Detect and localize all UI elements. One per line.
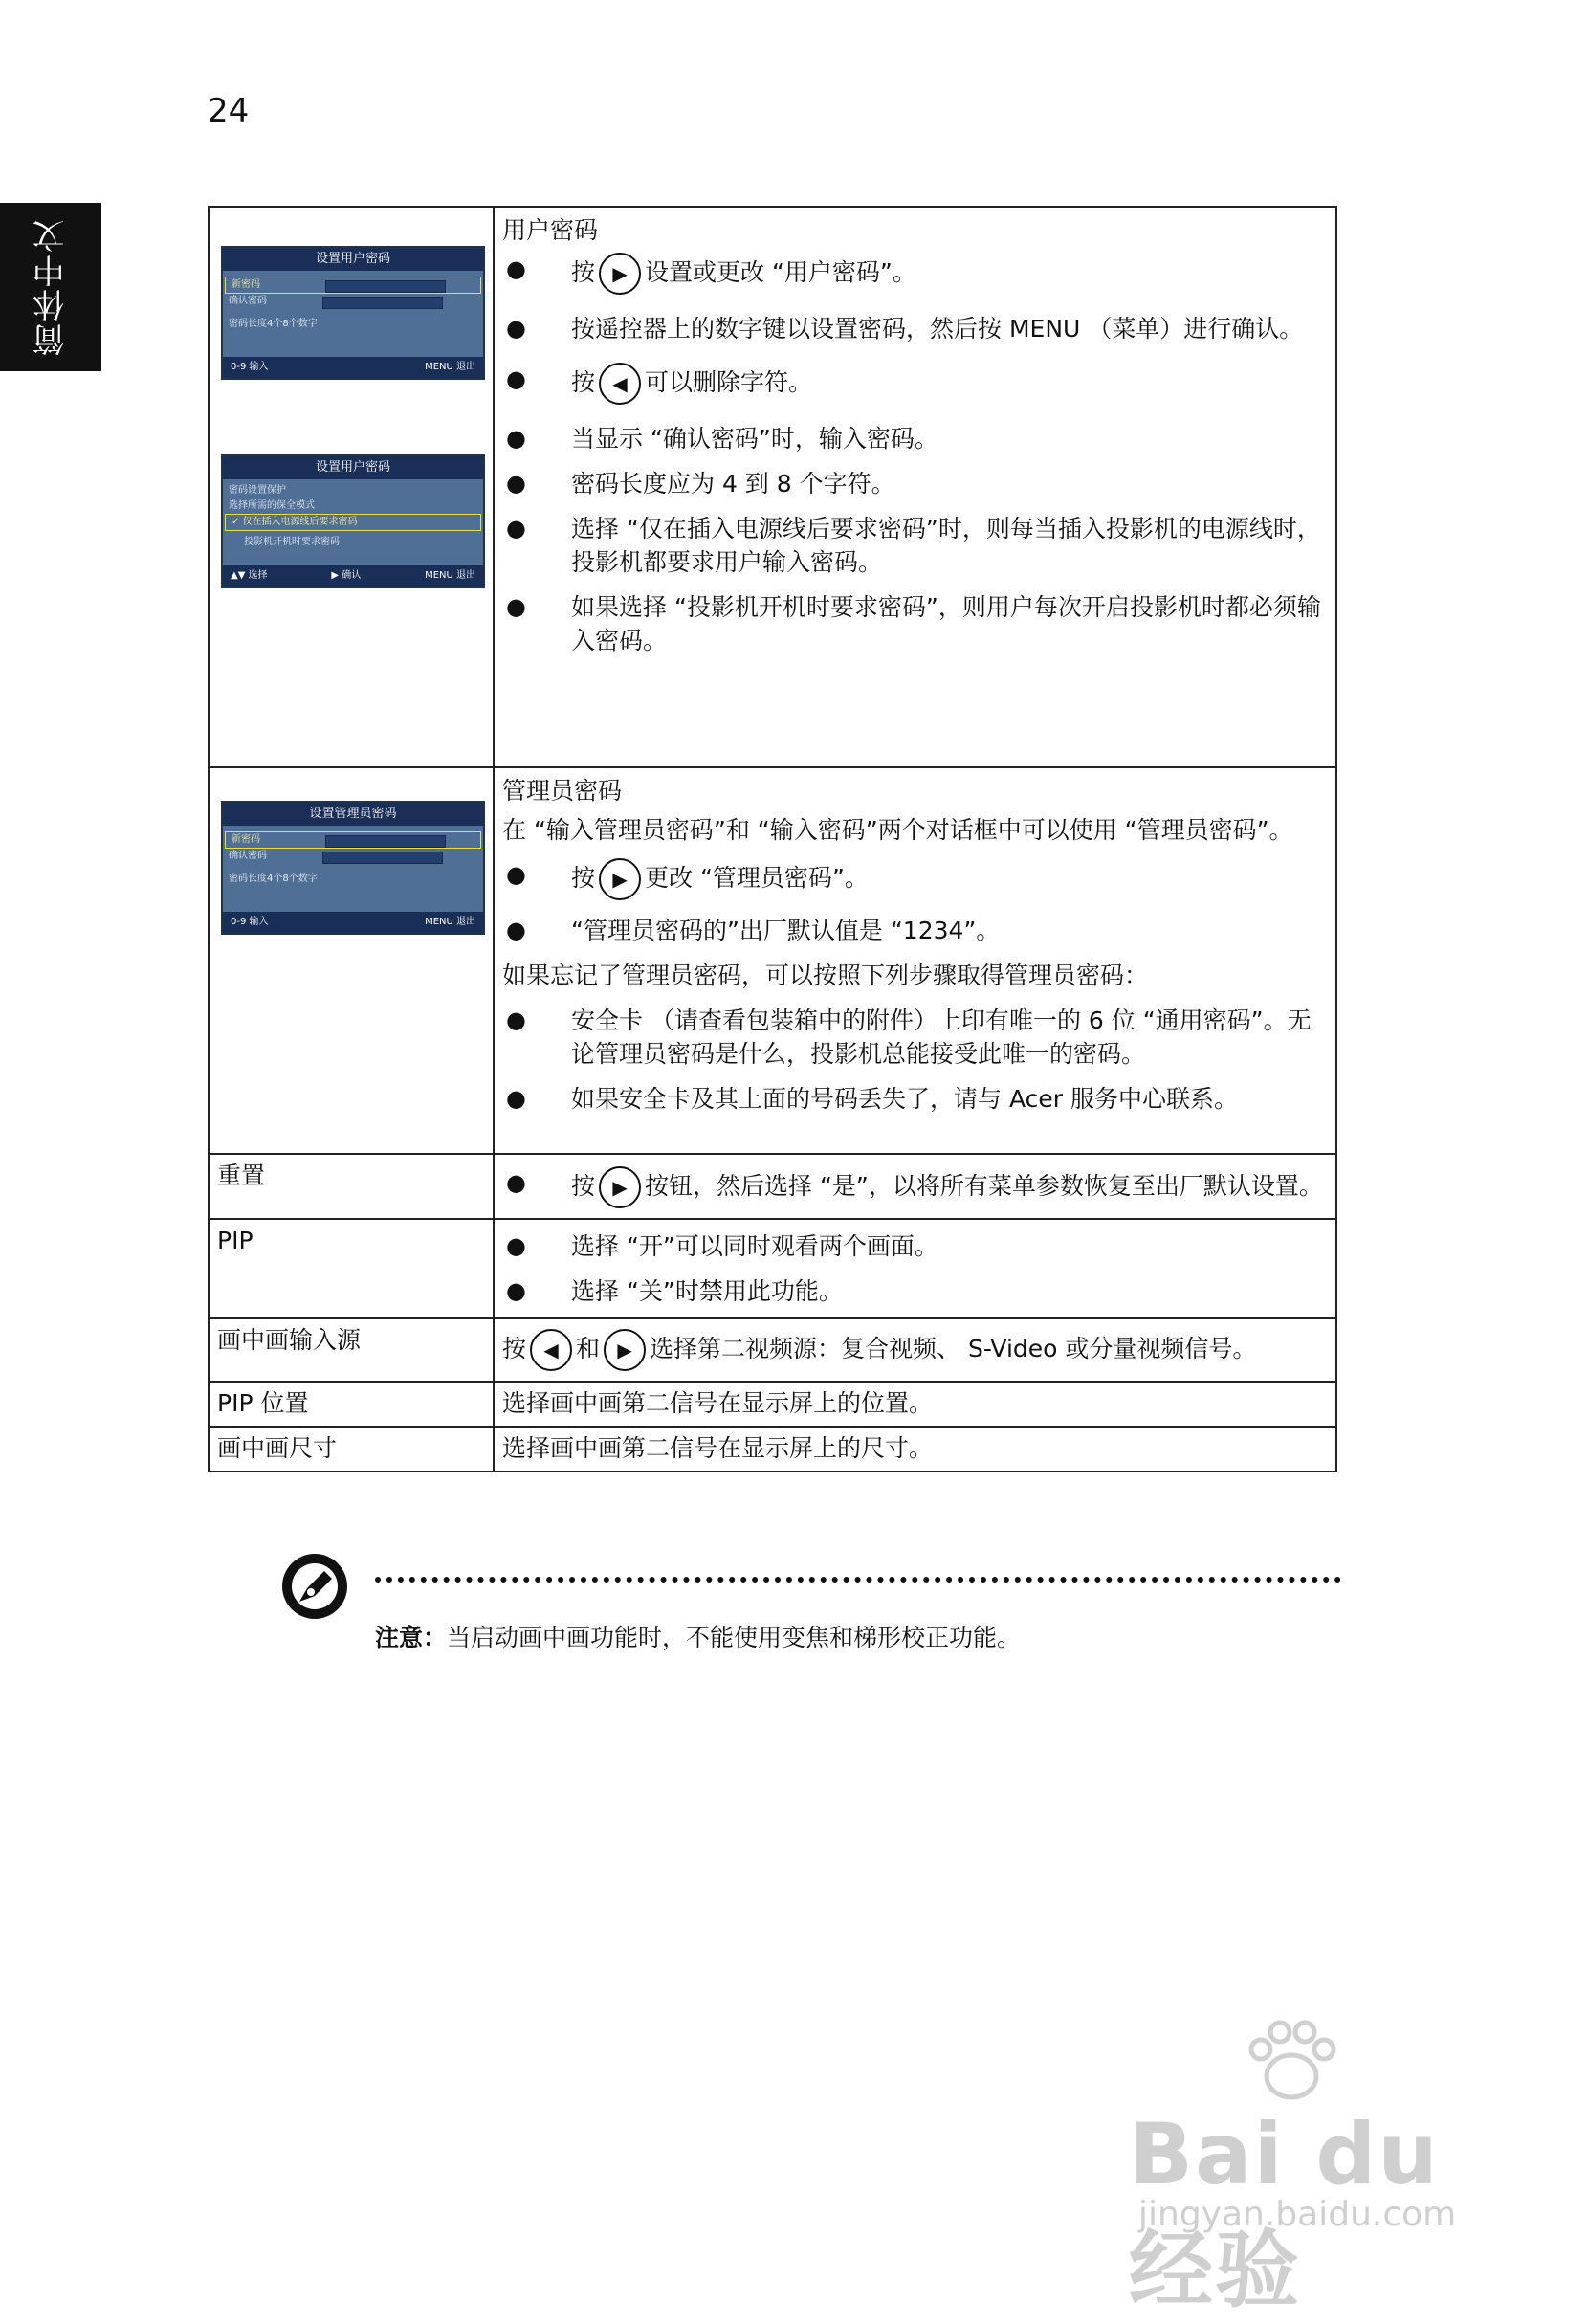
pip-size-label: 画中画尺寸 [217,1434,338,1462]
pip-source-text: 和 [576,1335,601,1362]
pip-position-text: 选择画中画第二信号在显示屏上的位置。 [502,1389,934,1417]
bullet-dot: ● [506,470,526,497]
language-side-tab [0,203,101,371]
bullet-text: 如果选择 “投影机开机时要求密码”，则用户每次开启投影机时都必须输入密码。 [571,593,1321,654]
pip-source-label-cell [209,1318,494,1382]
pip-size-label-cell [209,1427,494,1472]
bullet-text: “管理员密码的”出厂默认值是 “1234”。 [571,917,1001,944]
bullet-text: 设置或更改 “用户密码”。 [645,258,916,286]
bullet-text: 按钮，然后选择 “是”，以将所有菜单参数恢复至出厂默认设置。 [645,1172,1323,1200]
osd-row-confirm-password [223,849,483,864]
right-arrow-button-icon: ▶ [599,1166,641,1208]
bullet-item [502,253,1328,295]
osd-row: 选择所需的保全模式 [229,500,315,511]
bullet-dot: ● [506,255,526,282]
reset-label: 重置 [217,1162,266,1189]
osd-foot-left: 0-9 输入 [231,917,269,927]
osd-row-label: 新密码 [232,279,260,290]
reset-label-cell [209,1154,494,1219]
osd-foot-right: MENU 退出 [425,362,475,372]
osd-input-field [325,835,446,848]
bullet-item [502,914,1328,947]
pip-position-label: PIP 位置 [217,1389,309,1417]
baidu-watermark-logo [1119,2019,1483,2319]
admin-password-image-cell [209,767,494,1154]
osd-footer [223,912,483,933]
bullet-item [502,422,1328,455]
bullet-text: 选择 “仅在插入电源线后要求密码”时，则每当插入投影机的电源线时，投影机都要求用户输入密码。 [571,515,1321,576]
pip-position-row [209,1382,1336,1427]
pip-position-desc-cell [494,1382,1336,1427]
osd-row-new-password [225,277,481,294]
admin-password-desc-cell [494,767,1336,1154]
user-password-image-cell [209,207,494,767]
right-arrow-button-icon: ▶ [599,858,641,900]
note-text [375,1619,1021,1653]
left-arrow-button-icon: ◀ [530,1329,572,1371]
osd-row: 密码设置保护 [229,485,286,496]
bullet-item [502,1229,1328,1263]
pip-position-label-cell [209,1382,494,1427]
bullet-dot: ● [506,593,526,620]
bullet-text: 安全卡 （请查看包装箱中的附件）上印有唯一的 6 位 “通用密码”。无论管理员密码是什么，投影机总能接受此唯一的密码。 [571,1007,1312,1068]
admin-password-title: 管理员密码 [502,777,623,805]
osd-row-new-password [225,831,481,849]
left-arrow-button-icon: ◀ [599,363,641,405]
bullet-item [502,1274,1328,1308]
watermark-text: Bai du 经验 [1129,2105,1440,2319]
bullet-text: 按 [571,368,596,396]
osd-row-selected: ✓ 仅在插入电源线后要求密码 [225,514,481,531]
osd-admin-password-screen [221,801,485,935]
bullet-dot: ● [506,515,526,542]
osd-input-field [325,280,446,293]
bullet-dot: ● [506,917,526,943]
bullet-text: 按 [571,1172,596,1200]
pip-row [209,1219,1336,1318]
osd-footer [223,565,483,587]
bullet-dot: ● [506,365,526,392]
bullet-dot: ● [506,1169,526,1196]
note-body: 当启动画中画功能时，不能使用变焦和梯形校正功能。 [447,1624,1022,1651]
osd-input-field [322,852,443,864]
bullet-dot: ● [506,1277,526,1304]
side-tab-label: 简体中文 [32,218,71,356]
osd-security-mode-screen [221,454,485,588]
right-arrow-button-icon: ▶ [604,1329,646,1371]
osd-note: 密码长度4个8个数字 [229,874,318,884]
reset-row [209,1154,1336,1219]
reset-desc-cell [494,1154,1336,1219]
bullet-item [502,1082,1328,1116]
osd-foot-right: MENU 退出 [425,570,475,581]
bullet-item [502,467,1328,500]
osd-title: 设置用户密码 [223,248,483,271]
pip-desc-cell [494,1219,1336,1318]
user-password-desc-cell [494,207,1336,767]
osd-foot-right: MENU 退出 [425,917,475,927]
osd-title: 设置管理员密码 [223,803,483,826]
osd-foot-left: ▲▼ 选择 [231,570,268,581]
pip-source-label: 画中画输入源 [217,1326,362,1354]
bullet-item [502,1004,1328,1071]
bullet-item [502,858,1328,900]
osd-footer [223,357,483,378]
osd-title: 设置用户密码 [223,456,483,479]
bullet-dot: ● [506,425,526,452]
bullet-text: 按 [571,864,596,892]
user-password-row [209,207,1336,767]
pip-source-text: 选择第二视频源：复合视频、 S-Video 或分量视频信号。 [650,1335,1257,1362]
settings-table [208,206,1337,1472]
pip-source-text: 按 [502,1335,527,1362]
osd-row-label: 确认密码 [229,296,267,306]
bullet-text: 更改 “管理员密码”。 [645,864,869,892]
admin-password-forgot: 如果忘记了管理员密码，可以按照下列步骤取得管理员密码： [502,962,1149,989]
bullet-text: 选择 “关”时禁用此功能。 [571,1277,843,1305]
pip-size-row [209,1427,1336,1472]
bullet-dot: ● [506,1007,526,1033]
osd-row-label: 确认密码 [229,851,267,861]
page-number: 24 [208,92,250,130]
bullet-dot: ● [506,1232,526,1259]
bullet-item [502,512,1328,579]
bullet-dot: ● [506,861,526,888]
bullet-text: 选择 “开”可以同时观看两个画面。 [571,1232,938,1260]
osd-row-label: 新密码 [232,834,260,845]
bullet-dot: ● [506,315,526,342]
bullet-dot: ● [506,1085,526,1112]
paw-icon [1234,2019,1349,2105]
note-pen-icon [278,1550,351,1623]
osd-foot-left: 0-9 输入 [231,362,269,372]
note-label: 注意： [375,1624,448,1651]
bullet-text: 可以删除字符。 [645,368,813,396]
bullet-text: 按遥控器上的数字键以设置密码，然后按 MENU （菜单）进行确认。 [571,315,1304,343]
right-arrow-button-icon: ▶ [599,253,641,295]
pip-label-cell [209,1219,494,1318]
admin-password-row [209,767,1336,1154]
bullet-item [502,1166,1328,1208]
pip-label: PIP [217,1227,254,1254]
bullet-text: 如果安全卡及其上面的号码丢失了，请与 Acer 服务中心联系。 [571,1085,1238,1113]
osd-row-confirm-password [223,294,483,309]
pip-source-row [209,1318,1336,1382]
pip-size-text: 选择画中画第二信号在显示屏上的尺寸。 [502,1434,934,1462]
osd-user-password-screen [221,246,485,380]
pip-size-desc-cell [494,1427,1336,1472]
osd-input-field [322,297,443,309]
bullet-item [502,590,1328,657]
user-password-title: 用户密码 [502,216,599,244]
osd-row: 投影机开机时要求密码 [244,537,340,547]
osd-foot-mid: ▶ 确认 [331,570,362,581]
admin-password-intro: 在 “输入管理员密码”和 “输入密码”两个对话框中可以使用 “管理员密码”。 [502,816,1293,844]
pip-source-desc-cell [494,1318,1336,1382]
note-divider [375,1577,1341,1583]
bullet-item [502,312,1328,345]
bullet-text: 当显示 “确认密码”时，输入密码。 [571,425,938,453]
bullet-text: 按 [571,258,596,286]
osd-note: 密码长度4个8个数字 [229,319,318,329]
bullet-text: 密码长度应为 4 到 8 个字符。 [571,470,895,498]
bullet-item [502,363,1328,405]
watermark-url: jingyan.baidu.com [1138,2195,1457,2234]
